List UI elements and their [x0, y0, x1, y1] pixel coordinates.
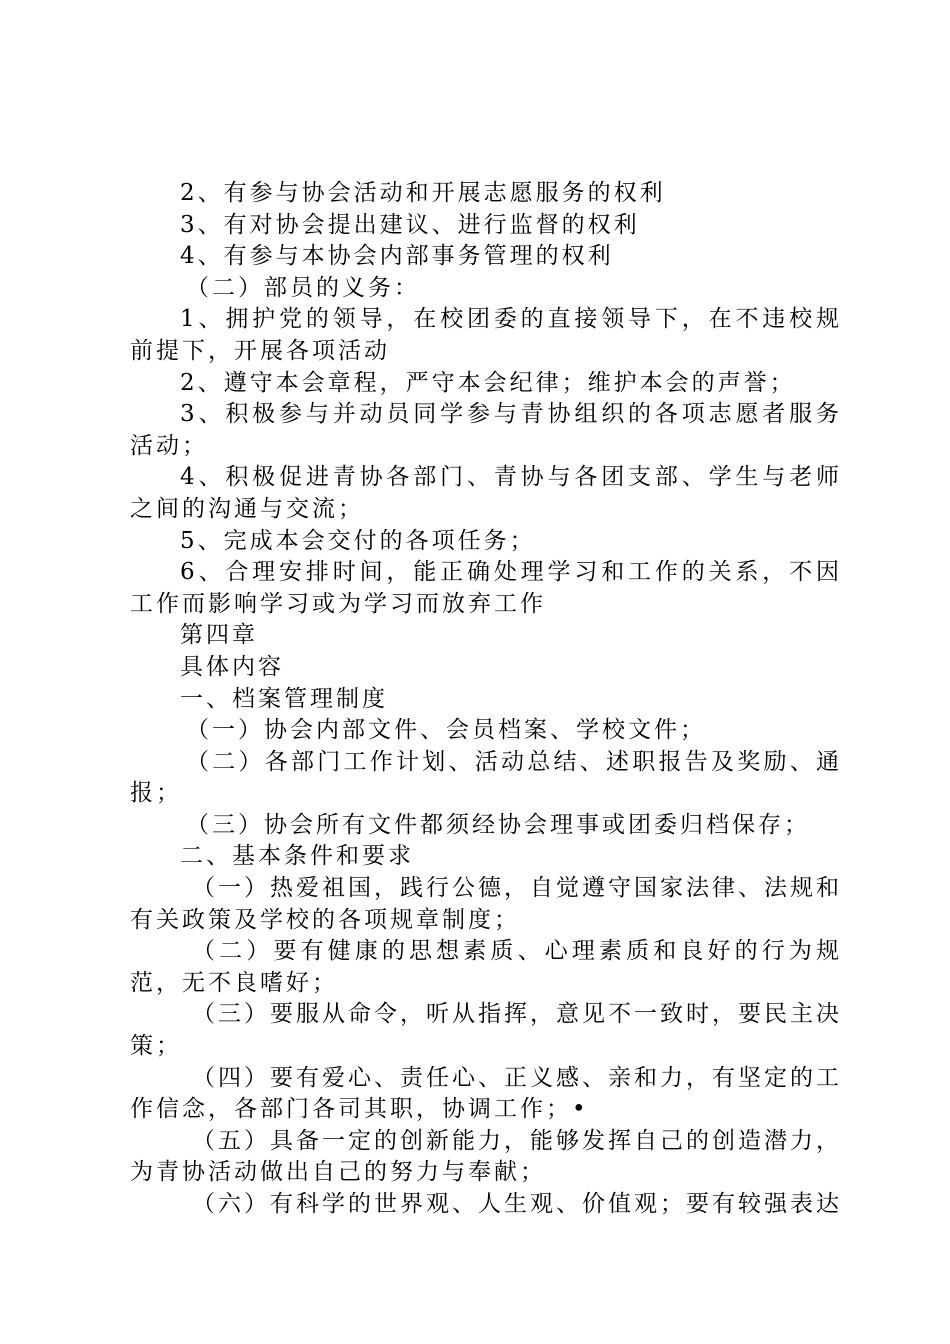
- paragraph-duty-1: 1、拥护党的领导，在校团委的直接领导下，在不违校规前提下，开展各项活动: [130, 306, 842, 364]
- paragraph-right-2: 2、有参与协会活动和开展志愿服务的权利: [180, 180, 666, 206]
- paragraph-archive-2: （二）各部门工作计划、活动总结、述职报告及奖励、通报；: [130, 748, 842, 807]
- paragraph-archive-3: （三）协会所有文件都须经协会理事或团委归档保存；: [186, 811, 810, 838]
- paragraph-requirement-6: （六）有科学的世界观、人生观、价值观；要有较强表达: [192, 1191, 842, 1217]
- section-heading-archive: 一、档案管理制度: [180, 685, 388, 712]
- paragraph-requirement-5: （五）具备一定的创新能力，能够发挥自己的创造潜力，为青协活动做出自己的努力与奉献；: [130, 1127, 842, 1186]
- document-body: [130, 178, 842, 1221]
- paragraph-requirement-1: （一）热爱祖国，践行公德，自觉遵守国家法律、法规和有关政策及学校的各项规章制度；: [130, 875, 842, 933]
- paragraph-duty-2: 2、遵守本会章程，严守本会纪律；维护本会的声誉；: [180, 369, 796, 396]
- paragraph-requirement-4: （四）要有爱心、责任心、正义感、亲和力，有坚定的工作信念，各部门各司其职，协调工作；•: [130, 1064, 842, 1123]
- paragraph-right-3: 3、有对协会提出建议、进行监督的权利: [180, 211, 640, 238]
- section-heading-member-duties: （二）部员的义务：: [186, 274, 420, 301]
- chapter-title: 具体内容: [180, 653, 284, 680]
- paragraph-duty-3: 3、积极参与并动员同学参与青协组织的各项志愿者服务活动；: [130, 401, 842, 459]
- paragraph-right-4: 4、有参与本协会内部事务管理的权利: [180, 243, 614, 270]
- paragraph-requirement-2: （二）要有健康的思想素质、心理素质和良好的行为规范，无不良嗜好；: [130, 938, 842, 996]
- paragraph-archive-1: （一）协会内部文件、会员档案、学校文件；: [186, 717, 706, 744]
- chapter-heading: 第四章: [180, 622, 258, 649]
- paragraph-requirement-3: （三）要服从命令，听从指挥，意见不一致时，要民主决策；: [130, 1001, 842, 1060]
- paragraph-duty-6: 6、合理安排时间，能正确处理学习和工作的关系，不因工作而影响学习或为学习而放弃工作: [130, 559, 842, 617]
- section-heading-requirements: 二、基本条件和要求: [180, 843, 414, 870]
- paragraph-duty-4: 4、积极促进青协各部门、青协与各团支部、学生与老师之间的沟通与交流；: [130, 464, 842, 522]
- paragraph-duty-5: 5、完成本会交付的各项任务；: [180, 527, 536, 554]
